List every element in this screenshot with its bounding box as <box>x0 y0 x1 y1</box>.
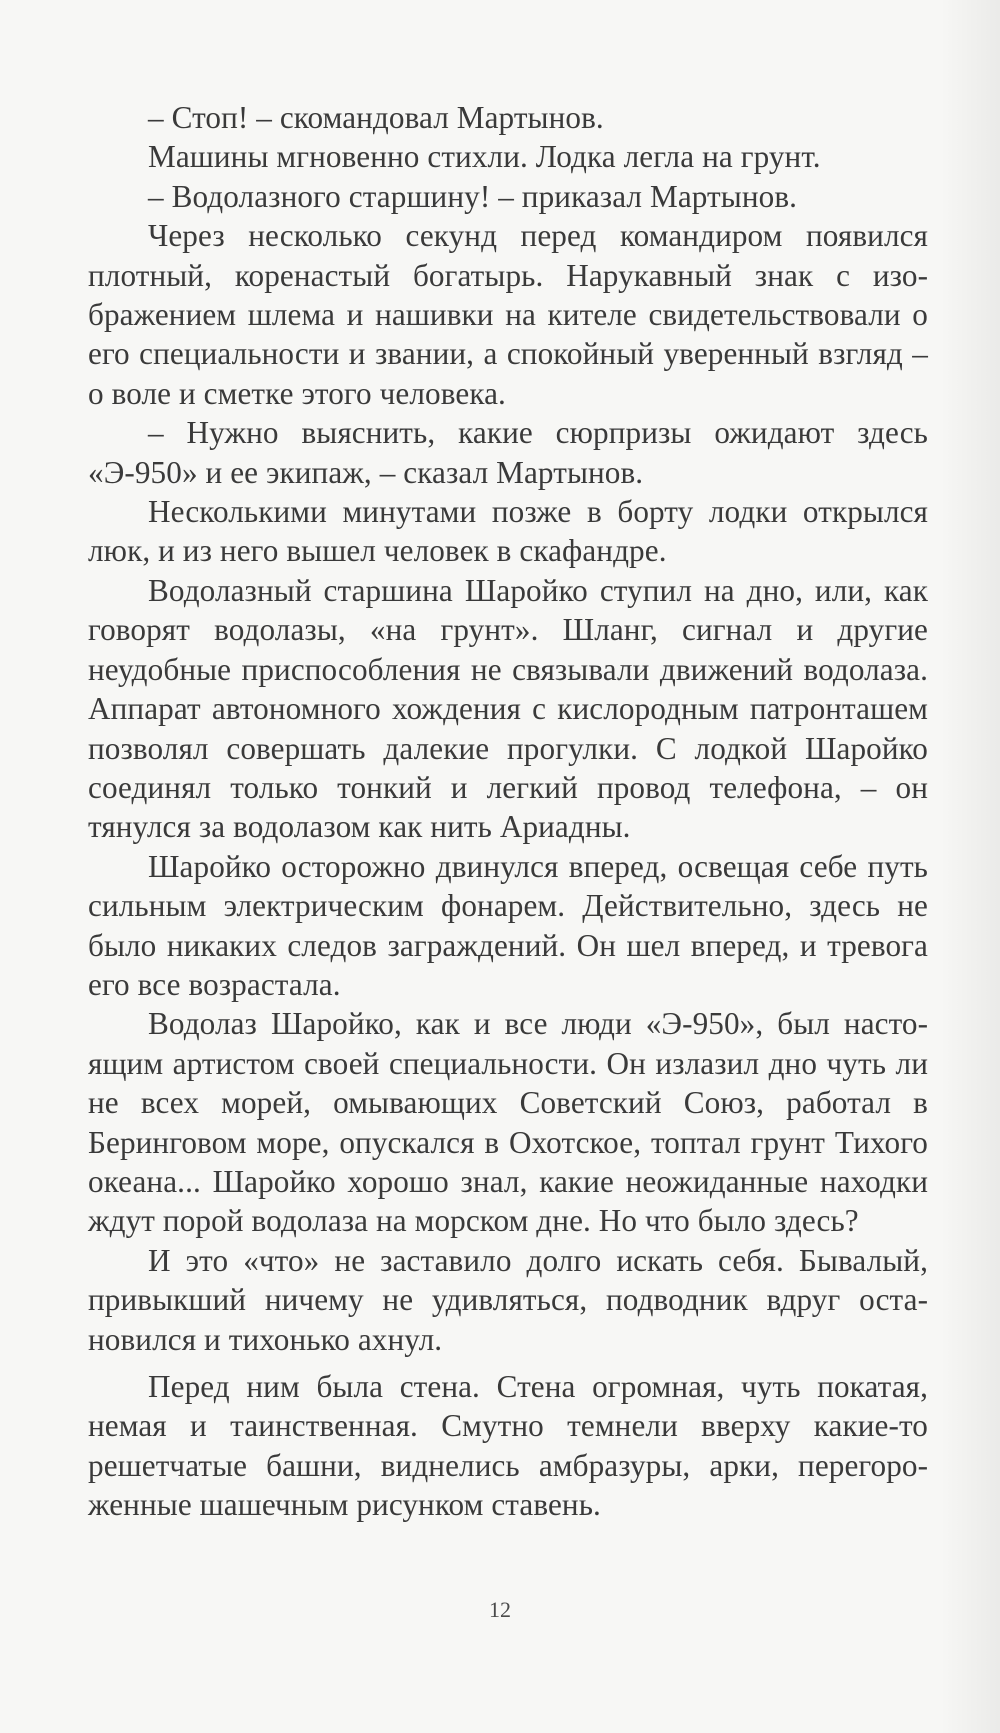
page-number: 12 <box>489 1597 511 1622</box>
paragraph: – Стоп! – скомандовал Мартынов. <box>148 100 604 135</box>
paragraph: – Водолазного старшину! – приказал Мартынов. <box>148 178 798 214</box>
paragraph: Шаройко осторожно двинулся вперед, освещая себе путь сильным электрическим фонарем. Действительно, здесь не было никаких следов заграждений. Он шел вперед, и тревога его все возрастала. <box>88 848 928 1002</box>
body-text <box>88 98 928 1525</box>
paragraph: Машины мгновенно стихли. Лодка легла на грунт. <box>148 139 821 175</box>
paragraph: И это «что» не заставило долго искать себя. Бывалый, привыкший ничему не удивляться, подводник вдруг остановился и тихонько ахнул. <box>88 1242 928 1357</box>
paragraph: Водолаз Шаройко, как и все люди «Э-950», был настоящим артистом своей специальности. Он излазил дно чуть ли не всех морей, омывающих Советский Союз, работал в Беринговом море, опускался в Охотское, топтал грунт Тихого океана... Шаройко хорошо знал, какие неожиданные находки ждут порой водолаза на морском дне. Но что было здесь? <box>88 1006 928 1239</box>
paragraph: Перед ним была стена. Стена огромная, чуть покатая, немая и таинственная. Смутно темнели вверху какие-то решетчатые башни, виднелись амбразуры, арки, перегороженные шашечным рисунком ставень. <box>88 1369 928 1523</box>
paragraph: Водолазный старшина Шаройко ступил на дно, или, как говорят водолазы, «на грунт». Шланг, сигнал и другие неудобные приспособления не связывали движений водолаза. Аппарат автономного хождения с кислородным патронташем позволял совершать далекие прогулки. С лодкой Шаройко соединял только тонкий и легкий провод телефона, – он тянулся за водолазом как нить Ариадны. <box>88 572 928 845</box>
paragraph: Несколькими минутами позже в борту лодки открылся люк, и из него вышел человек в скафандре. <box>88 494 928 569</box>
paragraph: – Нужно выяснить, какие сюрпризы ожидают здесь «Э-950» и ее экипаж, – сказал Мартынов. <box>88 415 928 490</box>
paragraph: Через несколько секунд перед командиром появился плотный, коренастый богатырь. Нарукавный знак с изображением шлема и нашивки на кителе свидетельствовали о его специальности и звании, а спокойный уверенный взгляд – о воле и сметке этого человека. <box>88 218 928 411</box>
page-edge-shadow <box>940 0 1000 1733</box>
